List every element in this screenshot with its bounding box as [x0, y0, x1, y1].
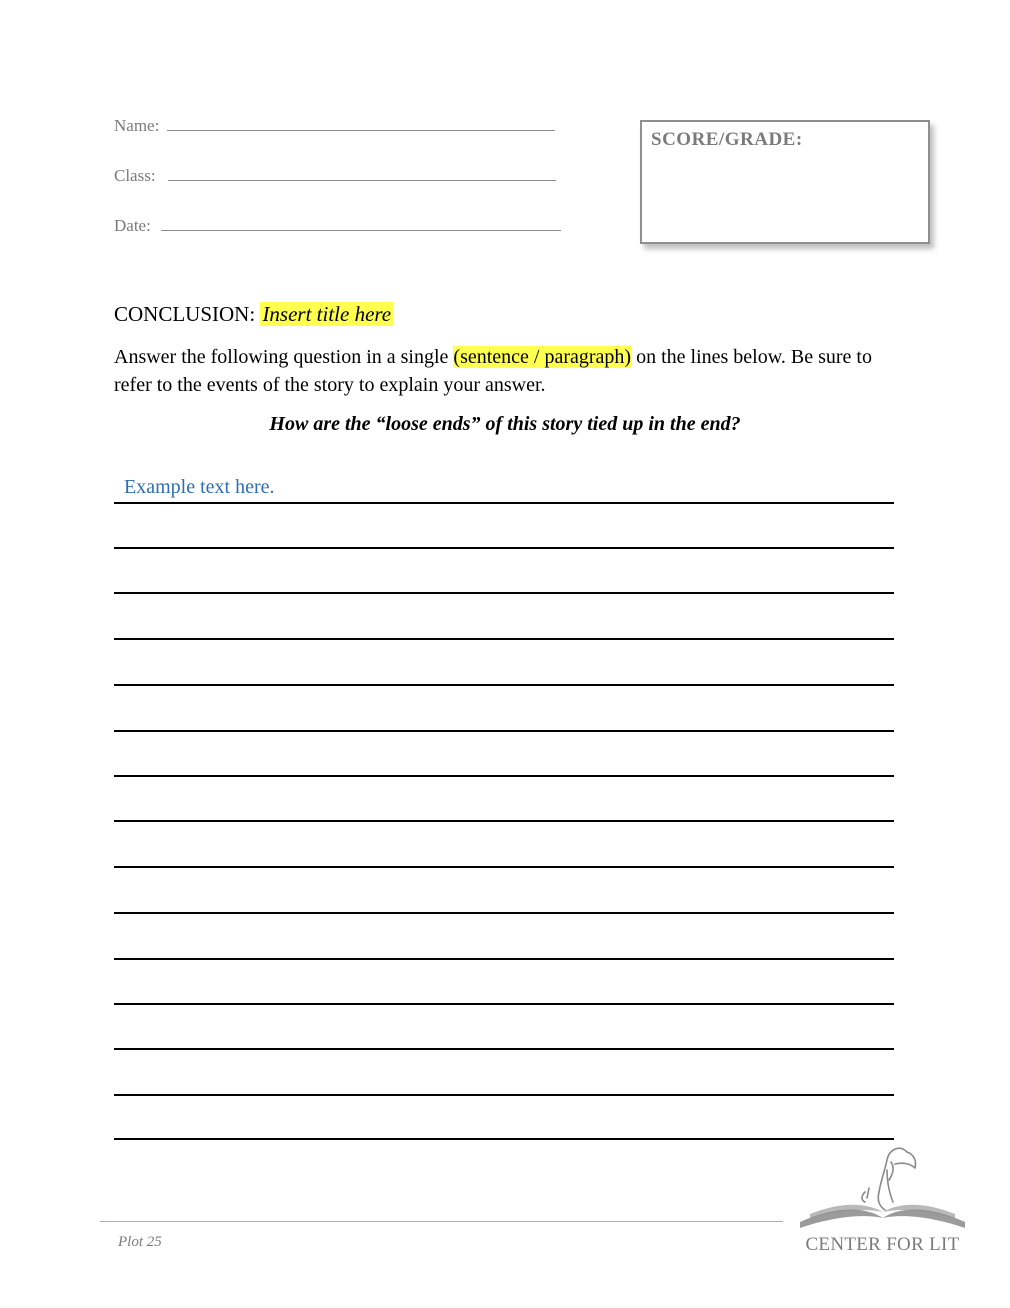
answer-line[interactable] — [114, 1003, 894, 1005]
score-grade-box — [640, 120, 930, 244]
pelican-book-icon — [795, 1140, 970, 1235]
conclusion-title: Insert title here — [262, 302, 392, 326]
name-field — [114, 116, 555, 136]
instructions-after: on the lines below. Be sure to refer to the events of the story to explain your answer. — [114, 346, 872, 396]
conclusion-label: CONCLUSION: — [114, 302, 256, 326]
answer-line[interactable] — [114, 1094, 894, 1096]
answer-line[interactable] — [114, 1138, 894, 1140]
example-text: Example text here. — [124, 476, 275, 498]
answer-line[interactable] — [114, 502, 894, 504]
question: How are the “loose ends” of this story tied up in the end? — [269, 413, 741, 435]
answer-line[interactable] — [114, 684, 894, 686]
answer-line[interactable] — [114, 866, 894, 868]
answer-line[interactable] — [114, 1048, 894, 1050]
name-line[interactable] — [167, 116, 555, 131]
score-grade-label: SCORE/GRADE: — [651, 129, 803, 150]
footer-page-label: Plot 25 — [118, 1234, 162, 1250]
answer-line[interactable] — [114, 775, 894, 777]
date-field — [114, 216, 561, 236]
class-label: Class: — [114, 166, 156, 185]
footer-rule — [100, 1221, 783, 1222]
name-label: Name: — [114, 116, 160, 135]
instructions — [114, 343, 904, 399]
date-line[interactable] — [161, 216, 561, 231]
instructions-highlight: (sentence / paragraph) — [453, 346, 632, 368]
instructions-before: Answer the following question in a single — [114, 346, 449, 368]
center-for-lit-logo — [795, 1140, 970, 1265]
class-field — [114, 166, 556, 186]
answer-line[interactable] — [114, 912, 894, 914]
conclusion-heading — [114, 302, 393, 327]
answer-line[interactable] — [114, 820, 894, 822]
answer-line[interactable] — [114, 592, 894, 594]
logo-text: CENTER FOR LIT — [805, 1234, 960, 1255]
answer-line[interactable] — [114, 547, 894, 549]
class-line[interactable] — [168, 166, 556, 181]
date-label: Date: — [114, 216, 151, 235]
answer-line[interactable] — [114, 958, 894, 960]
answer-line[interactable] — [114, 638, 894, 640]
answer-line[interactable] — [114, 730, 894, 732]
